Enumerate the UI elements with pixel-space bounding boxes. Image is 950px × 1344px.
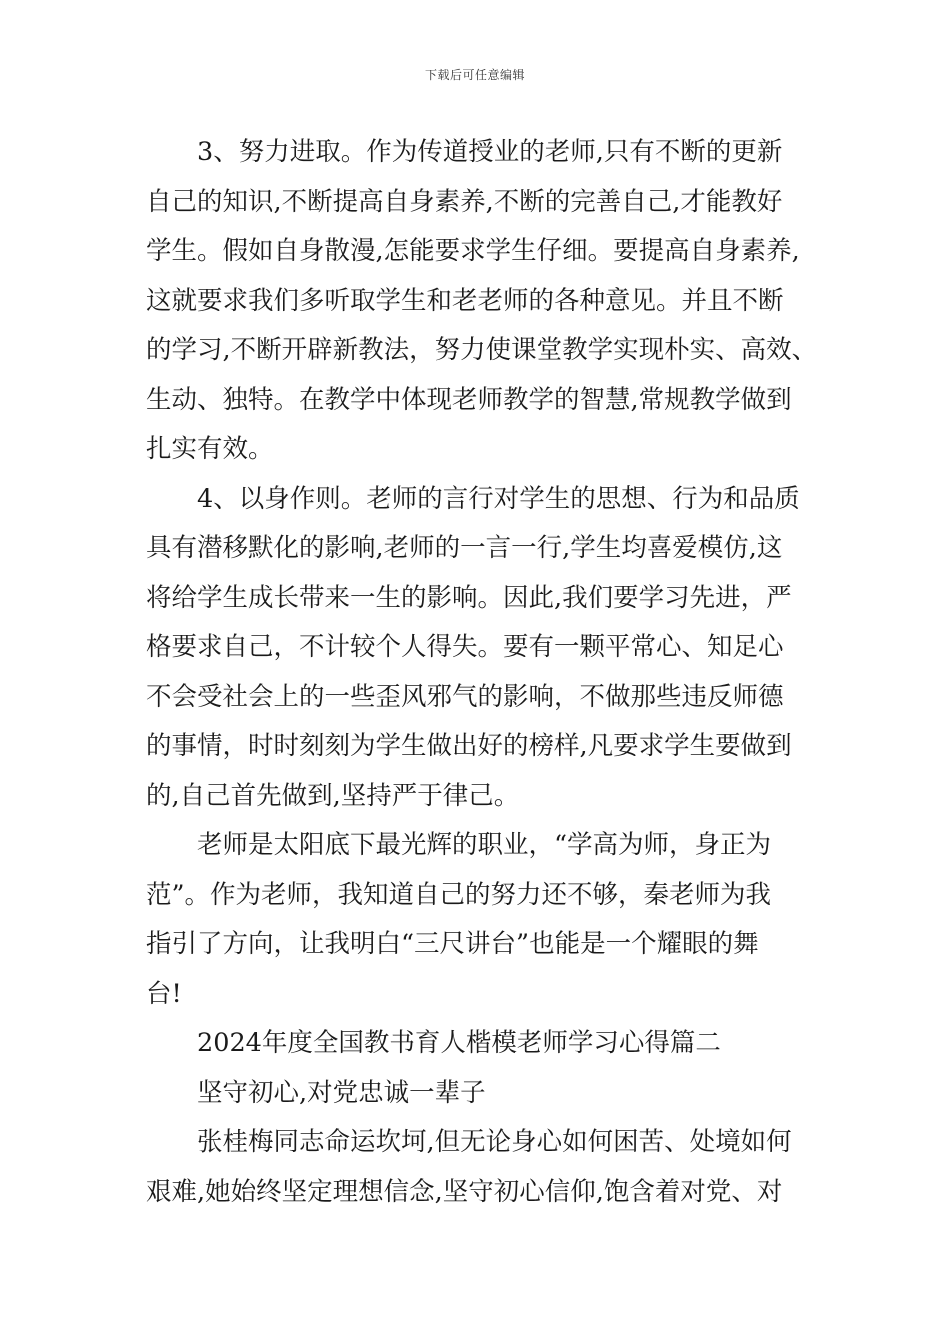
document-body bbox=[146, 128, 816, 1217]
text-line: 老师是太阳底下最光辉的职业，“学高为师，身正为 bbox=[197, 830, 772, 860]
text-line: 的学习,不断开辟新教法，努力使课堂教学实现朴实、高效、 bbox=[146, 335, 818, 365]
text-line: 的事情，时时刻刻为学生做出好的榜样,凡要求学生要做到 bbox=[146, 731, 792, 761]
section-title: 2024年度全国教书育人楷模老师学习心得篇二 bbox=[197, 1028, 721, 1058]
text-line: 张桂梅同志命运坎坷,但无论身心如何困苦、处境如何 bbox=[197, 1127, 792, 1157]
text-line: 3、努力进取。作为传道授业的老师,只有不断的更新 bbox=[197, 137, 783, 167]
text-line: 4、以身作则。老师的言行对学生的思想、行为和品质 bbox=[197, 483, 800, 514]
text-line: 指引了方向，让我明白“三尺讲台”也能是一个耀眼的舞 bbox=[146, 929, 759, 959]
text-line: 扎实有效。 bbox=[146, 434, 274, 464]
text-line: 不会受社会上的一些歪风邪气的影响，不做那些违反师德 bbox=[146, 681, 784, 712]
text-line: 艰难,她始终坚定理想信念,坚守初心信仰,饱含着对党、对 bbox=[146, 1176, 783, 1207]
text-line: 自己的知识,不断提高自身素养,不断的完善自己,才能教好 bbox=[146, 186, 783, 217]
text-line: 生动、独特。在教学中体现老师教学的智慧,常规教学做到 bbox=[146, 384, 792, 415]
text-line: 台! bbox=[146, 978, 182, 1009]
text-line: 的,自己首先做到,坚持严于律己。 bbox=[146, 780, 520, 811]
text-line: 将给学生成长带来一生的影响。因此,我们要学习先进，严 bbox=[146, 582, 792, 613]
text-line: 学生。假如自身散漫,怎能要求学生仔细。要提高自身素养, bbox=[146, 236, 800, 266]
text-line: 格要求自己，不计较个人得失。要有一颗平常心、知足心 bbox=[146, 632, 784, 662]
text-line: 这就要求我们多听取学生和老老师的各种意见。并且不断 bbox=[146, 285, 784, 316]
text-line: 具有潜移默化的影响,老师的一言一行,学生均喜爱模仿,这 bbox=[146, 533, 783, 563]
text-line: 范”。作为老师，我知道自己的努力还不够，秦老师为我 bbox=[146, 879, 772, 910]
section-subtitle: 坚守初心,对党忠诚一辈子 bbox=[197, 1077, 486, 1108]
page-header: 下载后可任意编辑 bbox=[424, 68, 525, 82]
